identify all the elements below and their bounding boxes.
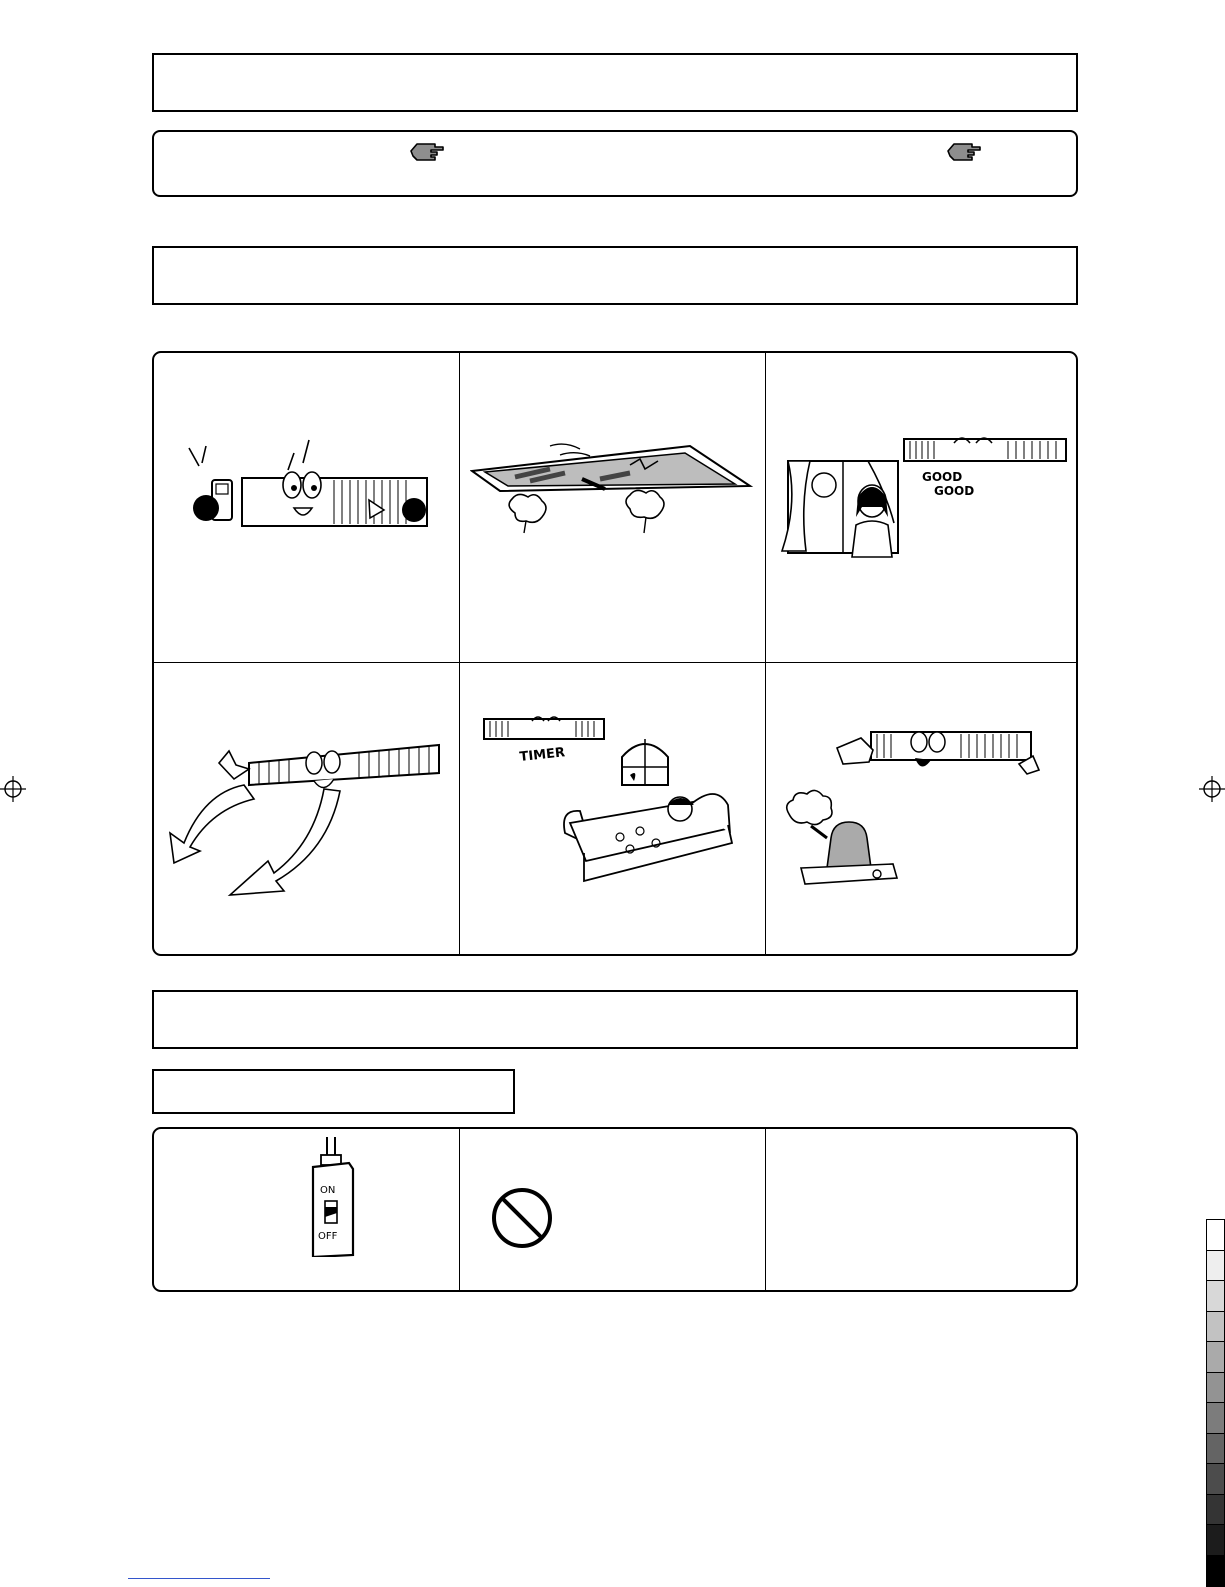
tips-illustration-grid [152,351,1078,956]
grayscale-step [1207,1556,1224,1587]
panel-remote-control [154,353,459,662]
panel-prohibited [460,1129,765,1292]
timer-word-label: TIMER [518,745,566,765]
pointer-note-box [152,130,1078,197]
switch-on-label: ON [320,1185,336,1196]
switch-off-label: OFF [318,1231,338,1242]
section-heading-box [152,246,1078,305]
grayscale-step [1207,1251,1224,1282]
registration-mark-icon [1199,776,1225,802]
grayscale-step [1207,1434,1224,1465]
pointing-hand-icon [946,139,982,163]
panel-steam-heat [766,663,1078,956]
kettle-illustration [781,718,1061,903]
airflow-illustration [164,723,454,903]
grayscale-step [1207,1342,1224,1373]
caution-panel-grid [152,1127,1078,1292]
good-word-label: GOOD [922,470,963,484]
timer-bed-illustration [480,713,760,893]
section-heading-box-2 [152,990,1078,1049]
grayscale-calibration-strip [1206,1219,1225,1587]
grayscale-step [1207,1281,1224,1312]
prohibited-icon [490,1186,554,1250]
window-illustration [776,433,1071,563]
subheading-box [152,1069,515,1114]
remote-and-unit-illustration [184,438,434,553]
panel-filter-cleaning [460,353,765,662]
pointing-hand-icon [409,139,445,163]
panel-air-direction [154,663,459,956]
footer-rule [128,1578,270,1579]
grayscale-step [1207,1525,1224,1556]
grayscale-step [1207,1495,1224,1526]
panel-sunlight-window [766,353,1078,662]
filter-illustration [470,441,755,551]
grayscale-step [1207,1403,1224,1434]
panel-power-switch [154,1129,459,1292]
grayscale-step [1207,1220,1224,1251]
grayscale-step [1207,1464,1224,1495]
panel-empty [766,1129,1078,1292]
registration-mark-icon [0,776,26,802]
power-switch-icon [309,1137,361,1257]
grayscale-step [1207,1373,1224,1404]
good-word-label: GOOD [934,484,975,498]
panel-sleep-timer [460,663,765,956]
header-box [152,53,1078,112]
grayscale-step [1207,1312,1224,1343]
